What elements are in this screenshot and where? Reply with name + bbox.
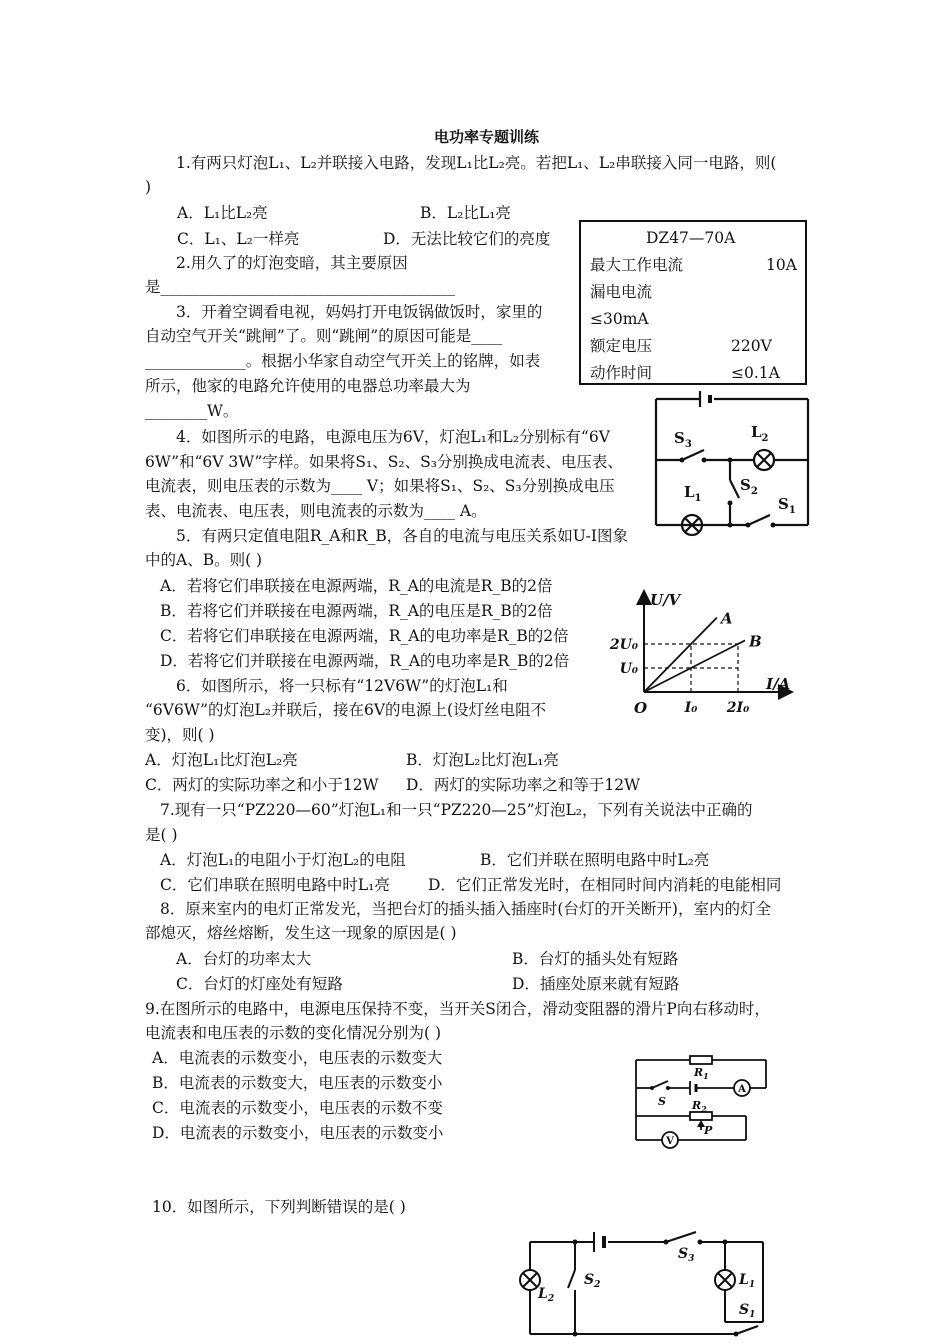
q8-option-d: D．插座处原来就有短路	[512, 975, 680, 993]
nameplate-max-current-value: 10A	[766, 256, 797, 274]
nameplate-leak-current-value: ≤30mA	[590, 310, 649, 328]
svg-text:S1: $S_1$	[778, 495, 796, 516]
q1-option-b: B．L₂比L₁亮	[420, 204, 511, 222]
q9-option-b: B．电流表的示数变大，电压表的示数变小	[152, 1074, 443, 1092]
q5-option-d: D．若将它们并联接在电源两端，R_A的电功率是R_B的2倍	[160, 652, 570, 670]
q3-line-2: 自动空气开关“跳闸”了。则“跳闸”的原因可能是____	[145, 327, 503, 345]
q8-line-2: 部熄灭，熔丝熔断，发生这一现象的原因是( )	[145, 924, 457, 942]
q6-option-c: C．两灯的实际功率之和小于12W	[145, 776, 379, 794]
q2-stem: 2.用久了的灯泡变暗，其主要原因	[176, 254, 408, 272]
q4-line-1: 4．如图所示的电路，电源电压为6V，灯泡L₁和L₂分别标有“6V	[176, 428, 610, 446]
svg-text:L1: $L_1$	[739, 1272, 756, 1290]
q9-line-1: 9.在图所示的电路中，电源电压保持不变，当开关S闭合，滑动变阻器的滑片P向右移动时，	[145, 1000, 770, 1018]
circuit-diagram-q4	[648, 385, 820, 540]
page-title: 电功率专题训练	[434, 128, 540, 146]
q6-option-d: D．两灯的实际功率之和等于12W	[406, 776, 641, 794]
circuit3-s3-label: S	[678, 1246, 689, 1262]
voltmeter-label: V	[666, 1136, 674, 1147]
x-tick-label-2: 2I₀	[726, 700, 750, 716]
svg-text:S3: $S_3$	[678, 1246, 695, 1264]
q1-option-c: C．L₁、L₂一样亮	[177, 230, 300, 248]
x-tick-label-1: I₀	[684, 700, 698, 716]
nameplate-leak-current-label: 漏电电流	[590, 283, 653, 301]
q3-line-4: 所示，他家的电路允许使用的电器总功率最大为	[145, 377, 471, 395]
nameplate-action-time-value: ≤0.1A	[731, 364, 780, 382]
q8-option-c: C．台灯的灯座处有短路	[176, 975, 343, 993]
circuit-diagram-q9	[628, 1050, 773, 1158]
q5-line-2: 中的A、B。则( )	[145, 551, 263, 569]
q7-option-d: D．它们正常发光时，在相同时间内消耗的电能相同	[428, 876, 782, 894]
svg-text:S3: $S_3$	[674, 429, 692, 450]
q6-line-1: 6．如图所示，将一只标有“12V6W”的灯泡L₁和	[176, 677, 508, 695]
svg-text:L1: $L_1$	[684, 483, 702, 504]
y-tick-label-2: 2U₀	[609, 637, 638, 653]
q4-line-2: 6W”和“6V 3W”字样。如果将S₁、S₂、S₃分别换成电流表、电压表、	[145, 453, 623, 471]
q5-option-b: B．若将它们并联接在电源两端，R_A的电压是R_B的2倍	[160, 602, 553, 620]
q7-option-a: A．灯泡L₁的电阻小于灯泡L₂的电阻	[160, 851, 406, 869]
circuit2-r1-label: R	[694, 1066, 704, 1079]
q3-line-1: 3．开着空调看电视，妈妈打开电饭锅做饭时，家里的	[176, 303, 543, 321]
y-axis-label: U/V	[650, 591, 681, 609]
series-line-b	[644, 640, 745, 692]
q9-option-a: A．电流表的示数变小，电压表的示数变大	[152, 1049, 443, 1067]
svg-text:R2: $R_2$	[692, 1099, 707, 1114]
q6-option-b: B．灯泡L₂比灯泡L₁亮	[406, 751, 559, 769]
q7-line-1: 7.现有一只“PZ220—60”灯泡L₁和一只“PZ220—25”灯泡L₂，下列有关说法中正确的	[160, 801, 753, 819]
svg-text:S2: $S_2$	[584, 1272, 601, 1290]
q6-line-3: 变)，则( )	[145, 726, 215, 744]
circuit-diagram-q10	[518, 1222, 773, 1340]
svg-text:L2: $L_2$	[751, 423, 769, 444]
q7-option-b: B．它们并联在照明电路中时L₂亮	[480, 851, 710, 869]
nameplate-table	[579, 220, 807, 385]
q7-option-c: C．它们串联在照明电路中时L₁亮	[160, 876, 390, 894]
q4-line-4: 表、电流表、电压表，则电流表的示数为____ A。	[145, 502, 487, 520]
q8-line-1: 8．原来室内的电灯正常发光，当把台灯的插头插入插座时(台灯的开关断开)，室内的灯全	[160, 900, 771, 918]
q9-line-2: 电流表和电压表的示数的变化情况分别为( )	[145, 1024, 442, 1042]
q1-option-d: D．无法比较它们的亮度	[383, 230, 551, 248]
nameplate-model: DZ47—70A	[646, 229, 736, 247]
circuit3-l2-label: L	[538, 1286, 548, 1302]
q3-line-3: _____________。根据小华家自动空气开关上的铭牌，如表	[145, 352, 541, 370]
x-axis-label: I/A	[766, 675, 791, 693]
q9-option-d: D．电流表的示数变小，电压表的示数变小	[152, 1124, 444, 1142]
circuit2-p-label: P	[704, 1124, 713, 1137]
q3-line-5: ________W。	[145, 402, 239, 420]
series-line-a	[644, 618, 717, 692]
nameplate-rated-voltage-value: 220V	[731, 337, 772, 355]
q1-option-a: A．L₁比L₂亮	[177, 204, 268, 222]
ui-graph-chart	[598, 585, 798, 720]
svg-text:S1: $S_1$	[739, 1302, 756, 1320]
q1-stem: 1.有两只灯泡L₁、L₂并联接入电路，发现L₁比L₂亮。若把L₁、L₂串联接入同一电路，则(	[176, 154, 777, 172]
nameplate-max-current-label: 最大工作电流	[590, 256, 684, 274]
nameplate-action-time-label: 动作时间	[590, 364, 653, 382]
circuit3-s2-label: S	[584, 1272, 595, 1288]
q6-option-a: A．灯泡L₁比灯泡L₂亮	[145, 751, 298, 769]
svg-text:L2: $L_2$	[538, 1286, 555, 1304]
circuit1-s1-label: S	[778, 495, 789, 513]
q7-line-2: 是( )	[145, 826, 178, 844]
ammeter-label: A	[738, 1084, 746, 1095]
circuit1-l2-label: L	[751, 423, 762, 441]
circuit1-s3-label: S	[674, 429, 685, 447]
q5-line-1: 5．有两只定值电阻R_A和R_B，各自的电流与电压关系如U-I图象	[176, 527, 628, 545]
svg-text:R1: $R_1$	[694, 1066, 709, 1081]
nameplate-rated-voltage-label: 额定电压	[590, 337, 653, 355]
circuit2-r2-label: R	[692, 1099, 702, 1112]
origin-label: O	[634, 699, 648, 717]
q8-option-b: B．台灯的插头处有短路	[512, 950, 679, 968]
y-tick-label-1: U₀	[619, 661, 638, 677]
q2-stem-end: 是______________________________________	[145, 278, 456, 296]
circuit3-s1-label: S	[739, 1302, 750, 1318]
q9-option-c: C．电流表的示数变小，电压表的示数不变	[152, 1099, 443, 1117]
series-label-b: B	[749, 632, 762, 651]
circuit1-s2-label: S	[740, 476, 751, 494]
q10-line-1: 10．如图所示，下列判断错误的是( )	[152, 1198, 406, 1216]
circuit1-l1-label: L	[684, 483, 695, 501]
q1-stem-end: )	[145, 178, 152, 196]
circuit3-l1-label: L	[739, 1272, 749, 1288]
circuit2-s-label: S	[658, 1095, 666, 1108]
q8-option-a: A．台灯的功率太大	[176, 950, 312, 968]
q4-line-3: 电流表，则电压表的示数为____ V；如果将S₁、S₂、S₃分别换成电压	[145, 477, 615, 495]
series-label-a: A	[720, 609, 733, 628]
svg-text:S2: $S_2$	[740, 476, 758, 497]
q5-option-c: C．若将它们串联接在电源两端，R_A的电功率是R_B的2倍	[160, 627, 569, 645]
q6-line-2: “6V6W”的灯泡L₂并联后，接在6V的电源上(设灯丝电阻不	[145, 701, 547, 719]
q5-option-a: A．若将它们串联接在电源两端，R_A的电流是R_B的2倍	[160, 577, 553, 595]
